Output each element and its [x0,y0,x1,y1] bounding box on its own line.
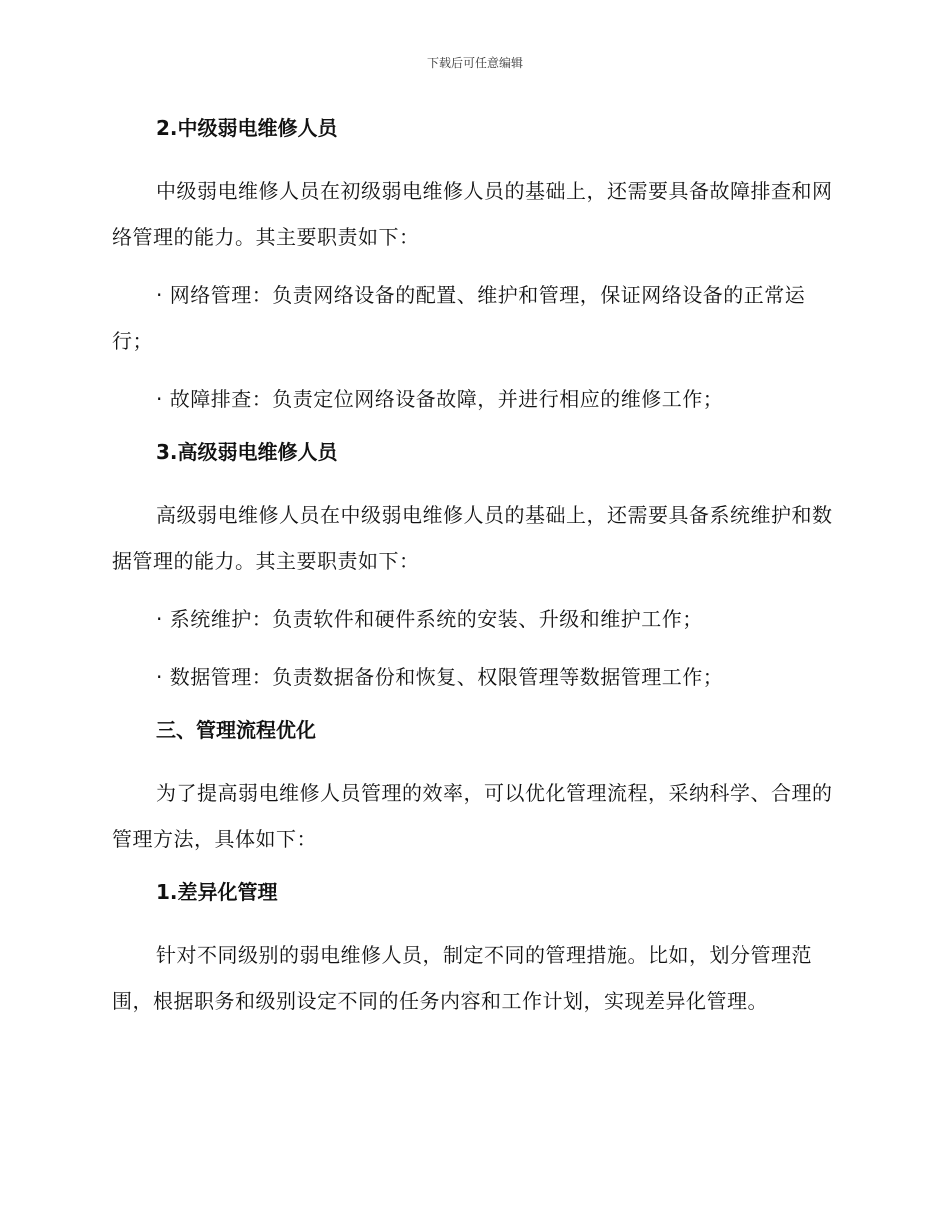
bullet-item: · 故障排查：负责定位网络设备故障，并进行相应的维修工作； [156,387,724,411]
bullet-item: · 数据管理：负责数据备份和恢复、权限管理等数据管理工作； [156,665,724,689]
section-heading: 3.高级弱电维修人员 [156,440,338,464]
section-heading: 三、管理流程优化 [156,718,316,742]
page-header: 下载后可任意编辑 [426,56,523,70]
section-heading: 1.差异化管理 [156,880,278,904]
paragraph: 高级弱电维修人员在中级弱电维修人员的基础上，还需要具备系统维护和数据管理的能力。其主要职责如下： [112,503,833,573]
paragraph: 针对不同级别的弱电维修人员，制定不同的管理措施。比如，划分管理范围，根据职务和级别设定不同的任务内容和工作计划，实现差异化管理。 [112,943,812,1013]
bullet-item: · 系统维护：负责软件和硬件系统的安装、升级和维护工作； [156,607,703,631]
section-heading: 2.中级弱电维修人员 [156,116,338,140]
bullet-item: · 网络管理：负责网络设备的配置、维护和管理，保证网络设备的正常运行； [112,283,806,353]
paragraph: 中级弱电维修人员在初级弱电维修人员的基础上，还需要具备故障排查和网络管理的能力。其主要职责如下： [112,179,833,249]
document-body [112,110,834,1036]
paragraph: 为了提高弱电维修人员管理的效率，可以优化管理流程，采纳科学、合理的管理方法，具体如下： [112,781,833,851]
